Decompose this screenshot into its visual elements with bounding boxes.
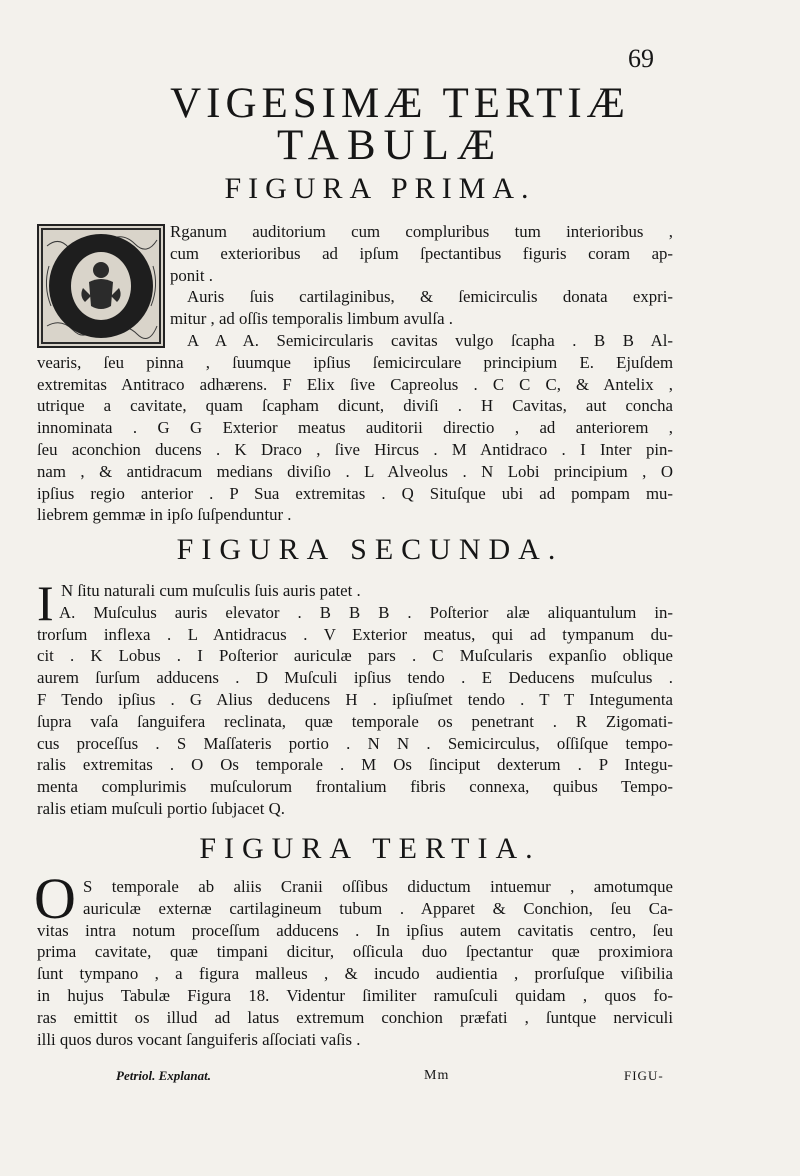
text-line: A. Muſculus auris elevator . B B B . Poſterior alæ aliquantulum in- bbox=[59, 602, 673, 622]
text-line: vitas intra notum proceſſum adducens . In ipſius autem cavitatis centro, ſeu bbox=[37, 920, 673, 940]
text-line: cit . K Lobus . I Poſterior auriculæ pars . C Muſcularis expanſio oblique bbox=[37, 646, 673, 666]
text-line: aurem ſurſum adducens . D Muſculi ipſius tendo . E Deducens muſculus . bbox=[37, 668, 673, 688]
page-number: 69 bbox=[628, 44, 654, 73]
initial-letter-o: O bbox=[34, 866, 76, 931]
text-line: ſeu aconchion ducens . K Draco , ſive Hircus . M Antidraco . I Inter pin- bbox=[37, 439, 673, 459]
initial-letter-i: I bbox=[37, 575, 54, 631]
text-line: ras emittit os illud ad latus extremum conchion præfati , ſuntque nerviculi bbox=[37, 1007, 673, 1027]
figure-heading-secunda: FIGURA SECUNDA. bbox=[176, 533, 564, 566]
figure-heading-prima: FIGURA PRIMA. bbox=[224, 172, 536, 205]
text-line: ipſius regio anterior . P Sua extremitas . Q Situſque ubi ad pompam mu- bbox=[37, 483, 673, 503]
text-line: ſupra vaſa ſanguifera reclinata, quæ temporale os penetrant . R Zigomati- bbox=[37, 711, 673, 731]
figura-secunda-text bbox=[37, 575, 673, 820]
text-line: cum exterioribus ad ipſum ſpectantibus figuris coram ap- bbox=[170, 243, 673, 263]
text-line: auriculæ externæ cartilagineum tubum . Apparet & Conchion, ſeu Ca- bbox=[83, 898, 673, 918]
text-line: A A A. Semicircularis cavitas vulgo ſcapha . B B Al- bbox=[187, 330, 673, 350]
text-line: extremitas Antitraco adhærens. F Elix ſive Capreolus . C C C, & Antelix , bbox=[37, 374, 673, 394]
figura-tertia-text bbox=[37, 876, 673, 1050]
text-line: Auris ſuis cartilaginibus, & ſemicirculis donata expri- bbox=[187, 287, 673, 307]
footer-signature-title: Petriol. Explanat. bbox=[116, 1068, 211, 1083]
figure-heading-tertia: FIGURA TERTIA. bbox=[199, 832, 541, 865]
text-line: liebrem gemmæ in ipſo ſuſpenduntur . bbox=[37, 505, 292, 525]
text-line: vearis, ſeu pinna , ſuumque ipſius ſemicirculare principium E. Ejuſdem bbox=[37, 352, 673, 372]
text-line: menta complurimis muſculorum frontalium fibris connexa, quibus Tempo- bbox=[37, 777, 673, 797]
text-line: innominata . G G Exterior meatus auditorii directio , ad anteriorem , bbox=[37, 418, 673, 438]
title-line-1: VIGESIMÆ TERTIÆ bbox=[170, 80, 630, 127]
text-line: in hujus Tabulæ Figura 18. Videntur ſimiliter ramuſculi quidam , quos fo- bbox=[37, 985, 673, 1005]
text-line: prima cavitate, quæ timpani dicitur, oſſicula duo ſpectantur quæ proximiora bbox=[37, 942, 673, 962]
text-line: ponit . bbox=[170, 265, 213, 285]
text-line: mitur , ad oſſis temporalis limbum avulſa . bbox=[170, 309, 453, 329]
text-line: cus proceſſus . S Maſſateris portio . N N . Semicirculus, oſſiſque tempo- bbox=[37, 733, 673, 753]
text-line: N ſitu naturali cum muſculis ſuis auris patet . bbox=[61, 581, 361, 600]
text-line: ſunt tympano , a figura malleus , & incudo audientia , prorſuſque viſibilia bbox=[37, 964, 673, 984]
text-line: illi quos duros vocant ſanguiferis aſſociati vaſis . bbox=[37, 1029, 361, 1049]
title-line-2: TABULÆ bbox=[276, 122, 504, 169]
text-line: S temporale ab aliis Cranii oſſibus diductum intuemur , amotumque bbox=[83, 877, 673, 896]
footer-catchword: FIGU- bbox=[624, 1068, 664, 1083]
text-line: Rganum auditorium cum compluribus tum interioribus , bbox=[170, 222, 673, 241]
text-line: trorſum inflexa . L Antidracus . V Exterior meatus, qui ad tympanum du- bbox=[37, 624, 673, 644]
text-line: ralis etiam muſculi portio ſubjacet Q. bbox=[37, 798, 285, 818]
figura-prima-text bbox=[37, 221, 673, 526]
text-line: ralis extremitas . O Os temporale . M Os ſinciput dexterum . P Integu- bbox=[37, 755, 673, 775]
footer-signature-mark: Mm bbox=[424, 1068, 450, 1083]
text-line: nam , & antidracum medians diviſio . L Alveolus . N Lobi principium , O bbox=[37, 461, 673, 481]
text-line: F Tendo ipſius . G Alius deducens H . ipſiuſmet tendo . T T Integumenta bbox=[37, 689, 673, 709]
text-line: utrique a cavitate, quam ſcapham dicunt, diviſi . H Cavitas, aut concha bbox=[37, 396, 673, 416]
